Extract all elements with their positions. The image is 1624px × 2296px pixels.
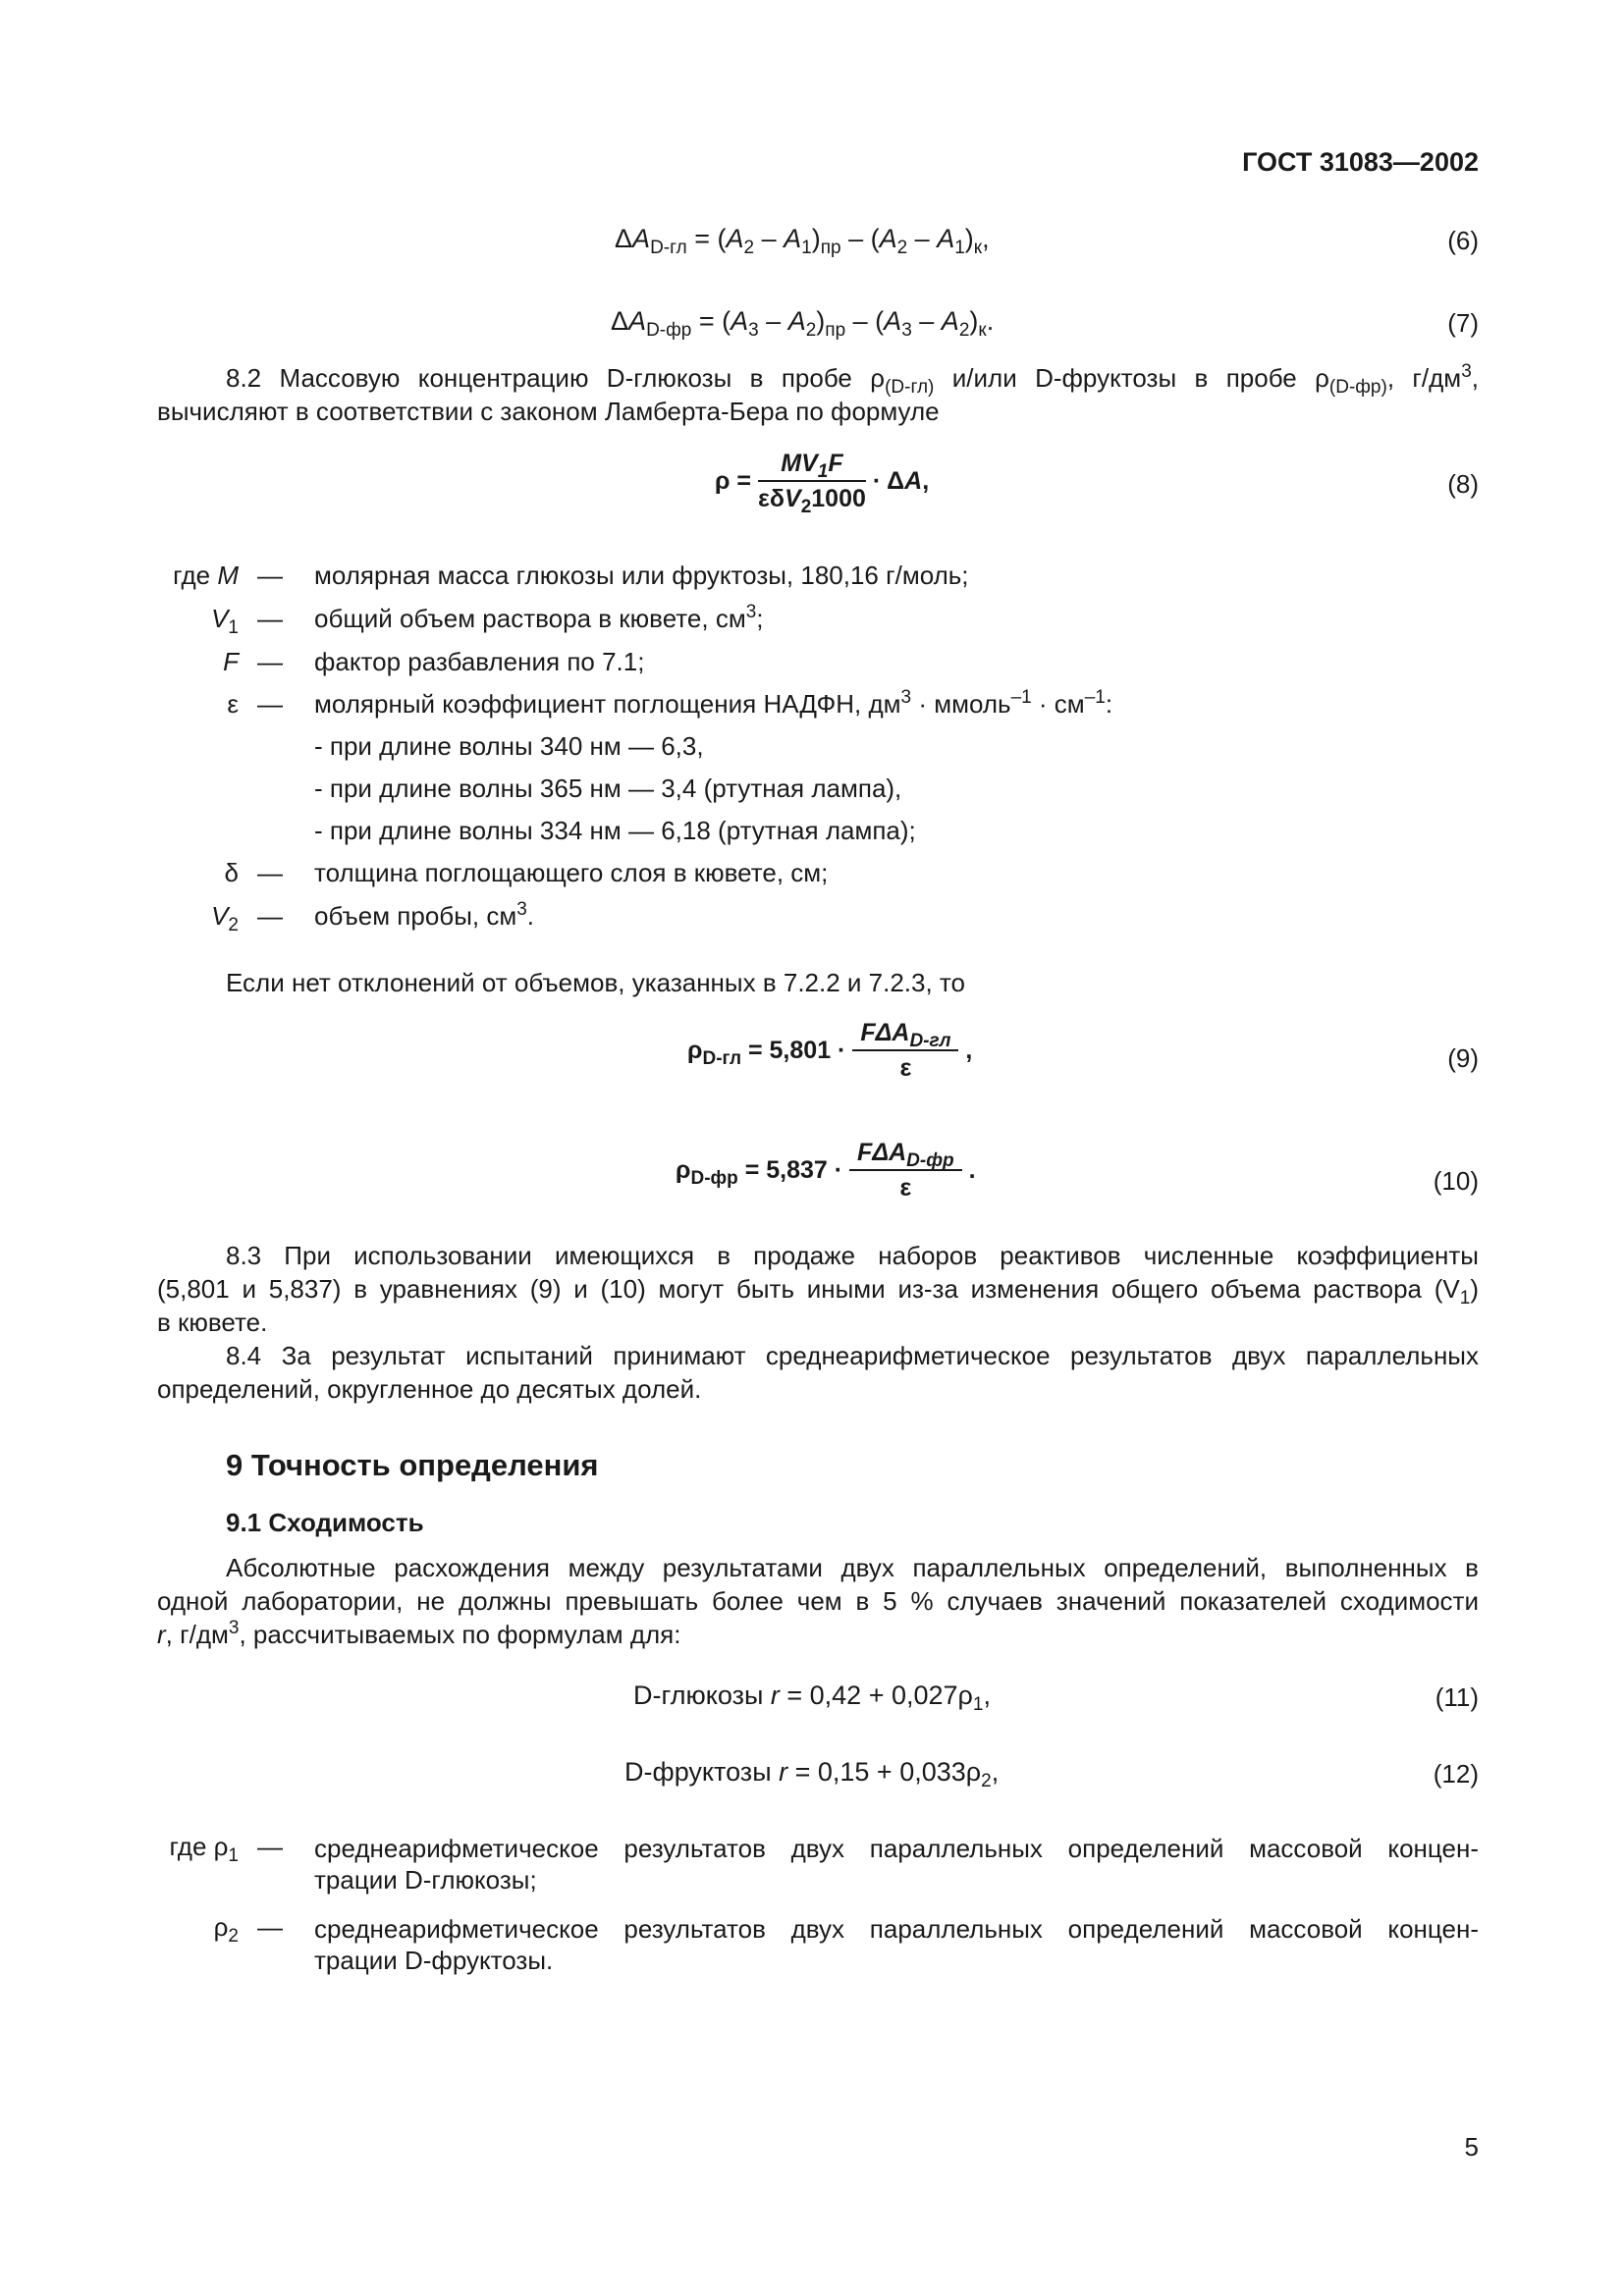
legend-symbol-V2: $V_2$: [211, 901, 239, 935]
paragraph-9-1-line-3: r, $г/дм^3$, рассчитываемых по формулам для:: [157, 1618, 681, 1649]
paragraph-9-1-line-2: одной лаборатории, не должны превышать более чем в 5 % случаев значений показателей сходимости: [157, 1586, 1479, 1616]
equation-7: $\Delta A_{D-фр} = (A_3 - A_2)_{пр} - (A_3 - A_2)_к$.: [611, 306, 995, 341]
equation-10: $\rho_{D-фр} = 5,837$ · $\frac{F\Delta A_{D-фр}}{\varepsilon}$ .: [676, 1139, 976, 1201]
legend-desc-epsilon: молярный коэффициент поглощения НАДФН, $дм^3$ · ммоль$^{-1}$ · $см^{-1}$:: [314, 687, 1113, 719]
equation-8-number: (8): [1447, 469, 1479, 499]
legend-symbol-V1: $V_1$: [211, 604, 239, 638]
legend2-desc-rho2-line-2: трации D-фруктозы.: [314, 1946, 554, 1975]
paragraph-8-3-line-1: 8.3 При использовании имеющихся в продаже наборов реактивов численные коэффициенты: [226, 1241, 1479, 1270]
legend-symbol-delta: δ: [224, 858, 239, 887]
legend2-symbol-rho1: где $\rho_1$: [169, 1832, 239, 1866]
equation-10-number: (10): [1433, 1166, 1479, 1196]
legend-desc-V2: объем пробы, $см^3$.: [314, 899, 535, 931]
paragraph-8-4-line-1: 8.4 За результат испытаний принимают среднеарифметическое результатов двух параллельных: [226, 1341, 1479, 1370]
legend2-symbol-rho2: $\rho_2$: [213, 1912, 239, 1947]
equation-11: D-глюкозы $r = 0,42 + 0,027\rho_1$,: [633, 1681, 991, 1715]
legend-symbol-epsilon: ε: [227, 689, 239, 719]
equation-12: D-фруктозы $r = 0,15 + 0,033\rho_2$,: [624, 1757, 1000, 1791]
document-code: ГОСТ 31083—2002: [1242, 147, 1479, 177]
equation-9-number: (9): [1447, 1043, 1479, 1073]
paragraph-8-3-line-2: (5,801 и 5,837) в уравнениях (9) и (10) могут быть иными из-за изменения общего объема раствора $(V_1)$: [157, 1274, 1479, 1308]
eq6-sub-label: D-гл: [650, 238, 687, 258]
equation-6: $\Delta A_{D-гл} = (A_2 - A_1)_{пр} - (A_2 - A_1)_к$,: [615, 224, 990, 258]
paragraph-volumes: Если нет отклонений от объемов, указанных в 7.2.2 и 7.2.3, то: [226, 968, 966, 997]
legend-wavelength-365: - при длине волны 365 нм — 3,4 (ртутная лампа),: [314, 774, 902, 803]
legend-symbol-M: где M: [173, 561, 239, 590]
legend-desc-M: молярная масса глюкозы или фруктозы, 180,16 г/моль;: [314, 561, 969, 590]
paragraph-8-4-line-2: определений, округленное до десятых долей.: [157, 1374, 702, 1404]
legend-desc-F: фактор разбавления по 7.1;: [314, 647, 645, 676]
legend2-desc-rho2-line-1: среднеарифметическое результатов двух параллельных определений массовой концен-: [314, 1914, 1479, 1944]
equation-12-number: (12): [1433, 1759, 1479, 1789]
legend-desc-V1: общий объем раствора в кювете, $см^3$;: [314, 602, 764, 633]
legend2-desc-rho1-line-1: среднеарифметическое результатов двух параллельных определений массовой концен-: [314, 1834, 1479, 1863]
legend-desc-delta: толщина поглощающего слоя в кювете, см;: [314, 858, 829, 887]
equation-8: ρ = $\frac{MV_1F}{\varepsilon\delta V_21000}$ · ΔA,: [715, 450, 930, 517]
equation-7-number: (7): [1447, 308, 1479, 338]
paragraph-8-3-line-3: в кювете.: [157, 1308, 268, 1337]
equation-9: $\rho_{D-гл} = 5,801$ · $\frac{F\Delta A_{D-гл}}{\varepsilon}$ ,: [687, 1019, 973, 1082]
legend-wavelength-340: - при длине волны 340 нм — 6,3,: [314, 731, 704, 761]
page-number: 5: [1464, 2132, 1479, 2162]
paragraph-8-2-line-1: 8.2 Массовую концентрацию D-глюкозы в пробе $\rho_{(D-гл)}$ и/или D-фруктозы в пробе $\rho_{(D-фр)}$, $г/дм^3$,: [226, 361, 1479, 398]
legend-symbol-F: F: [223, 647, 239, 676]
eq7-sub-label: D-фр: [646, 320, 692, 341]
equation-11-number: (11): [1435, 1682, 1479, 1712]
legend-wavelength-334: - при длине волны 334 нм — 6,18 (ртутная лампа);: [314, 816, 916, 845]
section-9-heading: 9 Точность определения: [226, 1448, 599, 1482]
subsection-9-1-heading: 9.1 Сходимость: [226, 1508, 424, 1537]
paragraph-8-2-line-2: вычисляют в соответствии с законом Ламберта-Бера по формуле: [157, 397, 940, 426]
equation-6-number: (6): [1447, 226, 1479, 255]
paragraph-9-1-line-1: Абсолютные расхождения между результатами двух параллельных определений, выполненных в: [226, 1553, 1479, 1582]
legend2-desc-rho1-line-2: трации D-глюкозы;: [314, 1865, 537, 1895]
